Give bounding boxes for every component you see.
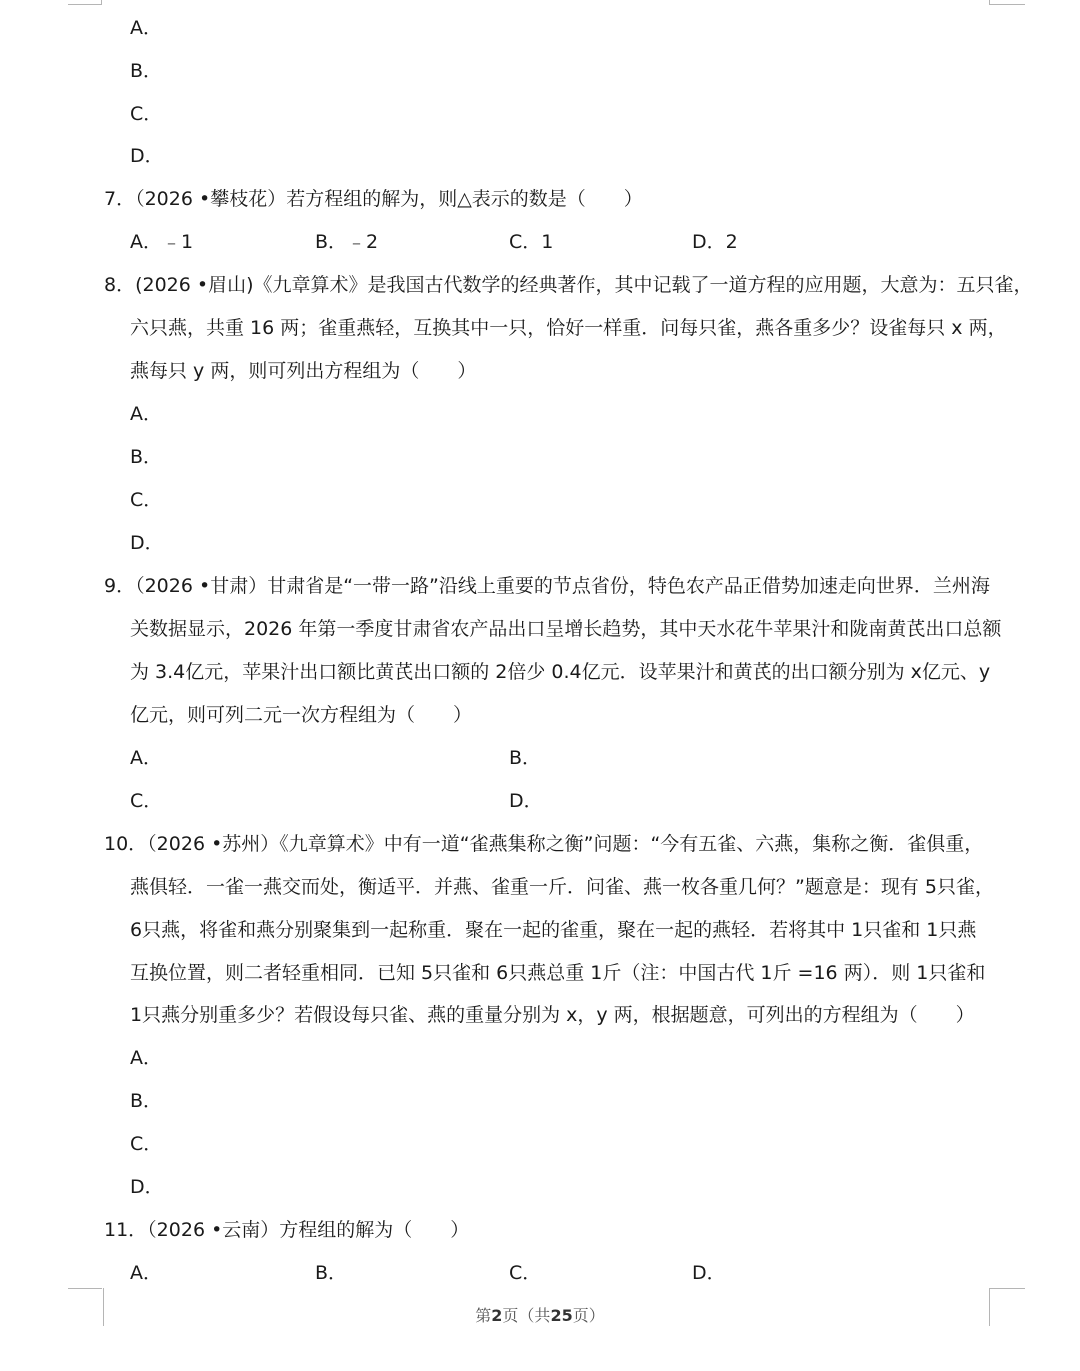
page-footer <box>0 1305 1080 1327</box>
question-10-line-3: 6只燕，将雀和燕分别聚集到一起称重．聚在一起的雀重，聚在一起的燕轻．若将其中 1只雀和 1只燕 <box>130 919 977 941</box>
crop-mark-top-left-vertical <box>101 0 102 4</box>
crop-mark-top-right <box>989 0 1025 5</box>
footer-total-pages: 25 <box>550 1306 573 1325</box>
question-9-line-4: 亿元，则可列二元一次方程组为（ ） <box>130 704 473 726</box>
q11-option-c: C． <box>509 1262 542 1284</box>
question-9-line-3: 为 3.4亿元，苹果汁出口额比黄芪出口额的 2倍少 0.4亿元．设苹果汁和黄芪的出口额分别为 x亿元、y <box>130 661 991 683</box>
q7-option-b: B．﹣2 <box>315 231 379 253</box>
question-7-stem: 7．（2026 •攀枝花）若方程组的解为，则△表示的数是（ ） <box>104 188 643 210</box>
q10-option-b: B． <box>130 1090 163 1112</box>
question-8-line-3: 燕每只 y 两，则可列出方程组为（ ） <box>130 360 477 382</box>
question-11-stem: 11．（2026 •云南）方程组的解为（ ） <box>104 1219 470 1241</box>
question-10-line-4: 互换位置，则二者轻重相同．已知 5只雀和 6只燕总重 1斤（注：中国古代 1斤 =16 两）．则 1只雀和 <box>130 962 986 984</box>
option-c: C． <box>130 103 163 125</box>
q9-option-d: D． <box>509 790 543 812</box>
q7-option-c: C．1 <box>509 231 554 253</box>
question-10-line-5: 1只燕分别重多少？若假设每只雀、燕的重量分别为 x，y 两，根据题意，可列出的方程组为（ ） <box>130 1004 975 1026</box>
q8-option-b: B． <box>130 446 163 468</box>
q9-option-b: B． <box>509 747 542 769</box>
q8-option-a: A． <box>130 403 162 425</box>
footer-page-number: 2 <box>491 1306 503 1325</box>
crop-mark-top-left <box>68 0 102 5</box>
option-b: B． <box>130 60 163 82</box>
q11-option-d: D． <box>692 1262 726 1284</box>
q11-option-a: A． <box>130 1262 162 1284</box>
q9-option-a: A． <box>130 747 162 769</box>
option-d: D． <box>130 145 164 167</box>
crop-mark-top-right-vertical <box>989 0 990 4</box>
q8-option-c: C． <box>130 489 163 511</box>
question-9-line-2: 关数据显示，2026 年第一季度甘肃省农产品出口呈增长趋势，其中天水花牛苹果汁和陇南黄芪出口总额 <box>130 618 1002 640</box>
question-9-line-1: 9．（2026 •甘肃）甘肃省是“一带一路”沿线上重要的节点省份，特色农产品正借势加速走向世界．兰州海 <box>104 575 990 597</box>
question-8-line-1: 8．(2026 •眉山)《九章算术》是我国古代数学的经典著作，其中记载了一道方程的应用题，大意为：五只雀， <box>104 274 1033 296</box>
footer-suffix: 页） <box>572 1306 605 1325</box>
q9-option-c: C． <box>130 790 163 812</box>
footer-mid: 页（共 <box>502 1306 551 1325</box>
question-10-line-2: 燕俱轻．一雀一燕交而处，衡适平．并燕、雀重一斤．问雀、燕一枚各重几何？”题意是：现有 5只雀， <box>130 876 994 898</box>
q8-option-d: D． <box>130 532 164 554</box>
q10-option-a: A． <box>130 1047 162 1069</box>
footer-prefix: 第 <box>475 1306 492 1325</box>
question-8-line-2: 六只燕，共重 16 两；雀重燕轻，互换其中一只，恰好一样重．问每只雀，燕各重多少？设雀每只 x 两， <box>130 317 1007 339</box>
question-10-line-1: 10．（2026 •苏州）《九章算术》中有一道“雀燕集称之衡”问题：“今有五雀、六燕，集称之衡．雀俱重， <box>104 833 984 855</box>
q7-option-a: A．﹣1 <box>130 231 194 253</box>
crop-mark-bottom-left <box>68 1288 102 1289</box>
crop-mark-bottom-right <box>989 1288 1025 1289</box>
option-a: A． <box>130 17 162 39</box>
q10-option-d: D． <box>130 1176 164 1198</box>
q7-option-d: D．2 <box>692 231 738 253</box>
q10-option-c: C． <box>130 1133 163 1155</box>
q11-option-b: B． <box>315 1262 348 1284</box>
